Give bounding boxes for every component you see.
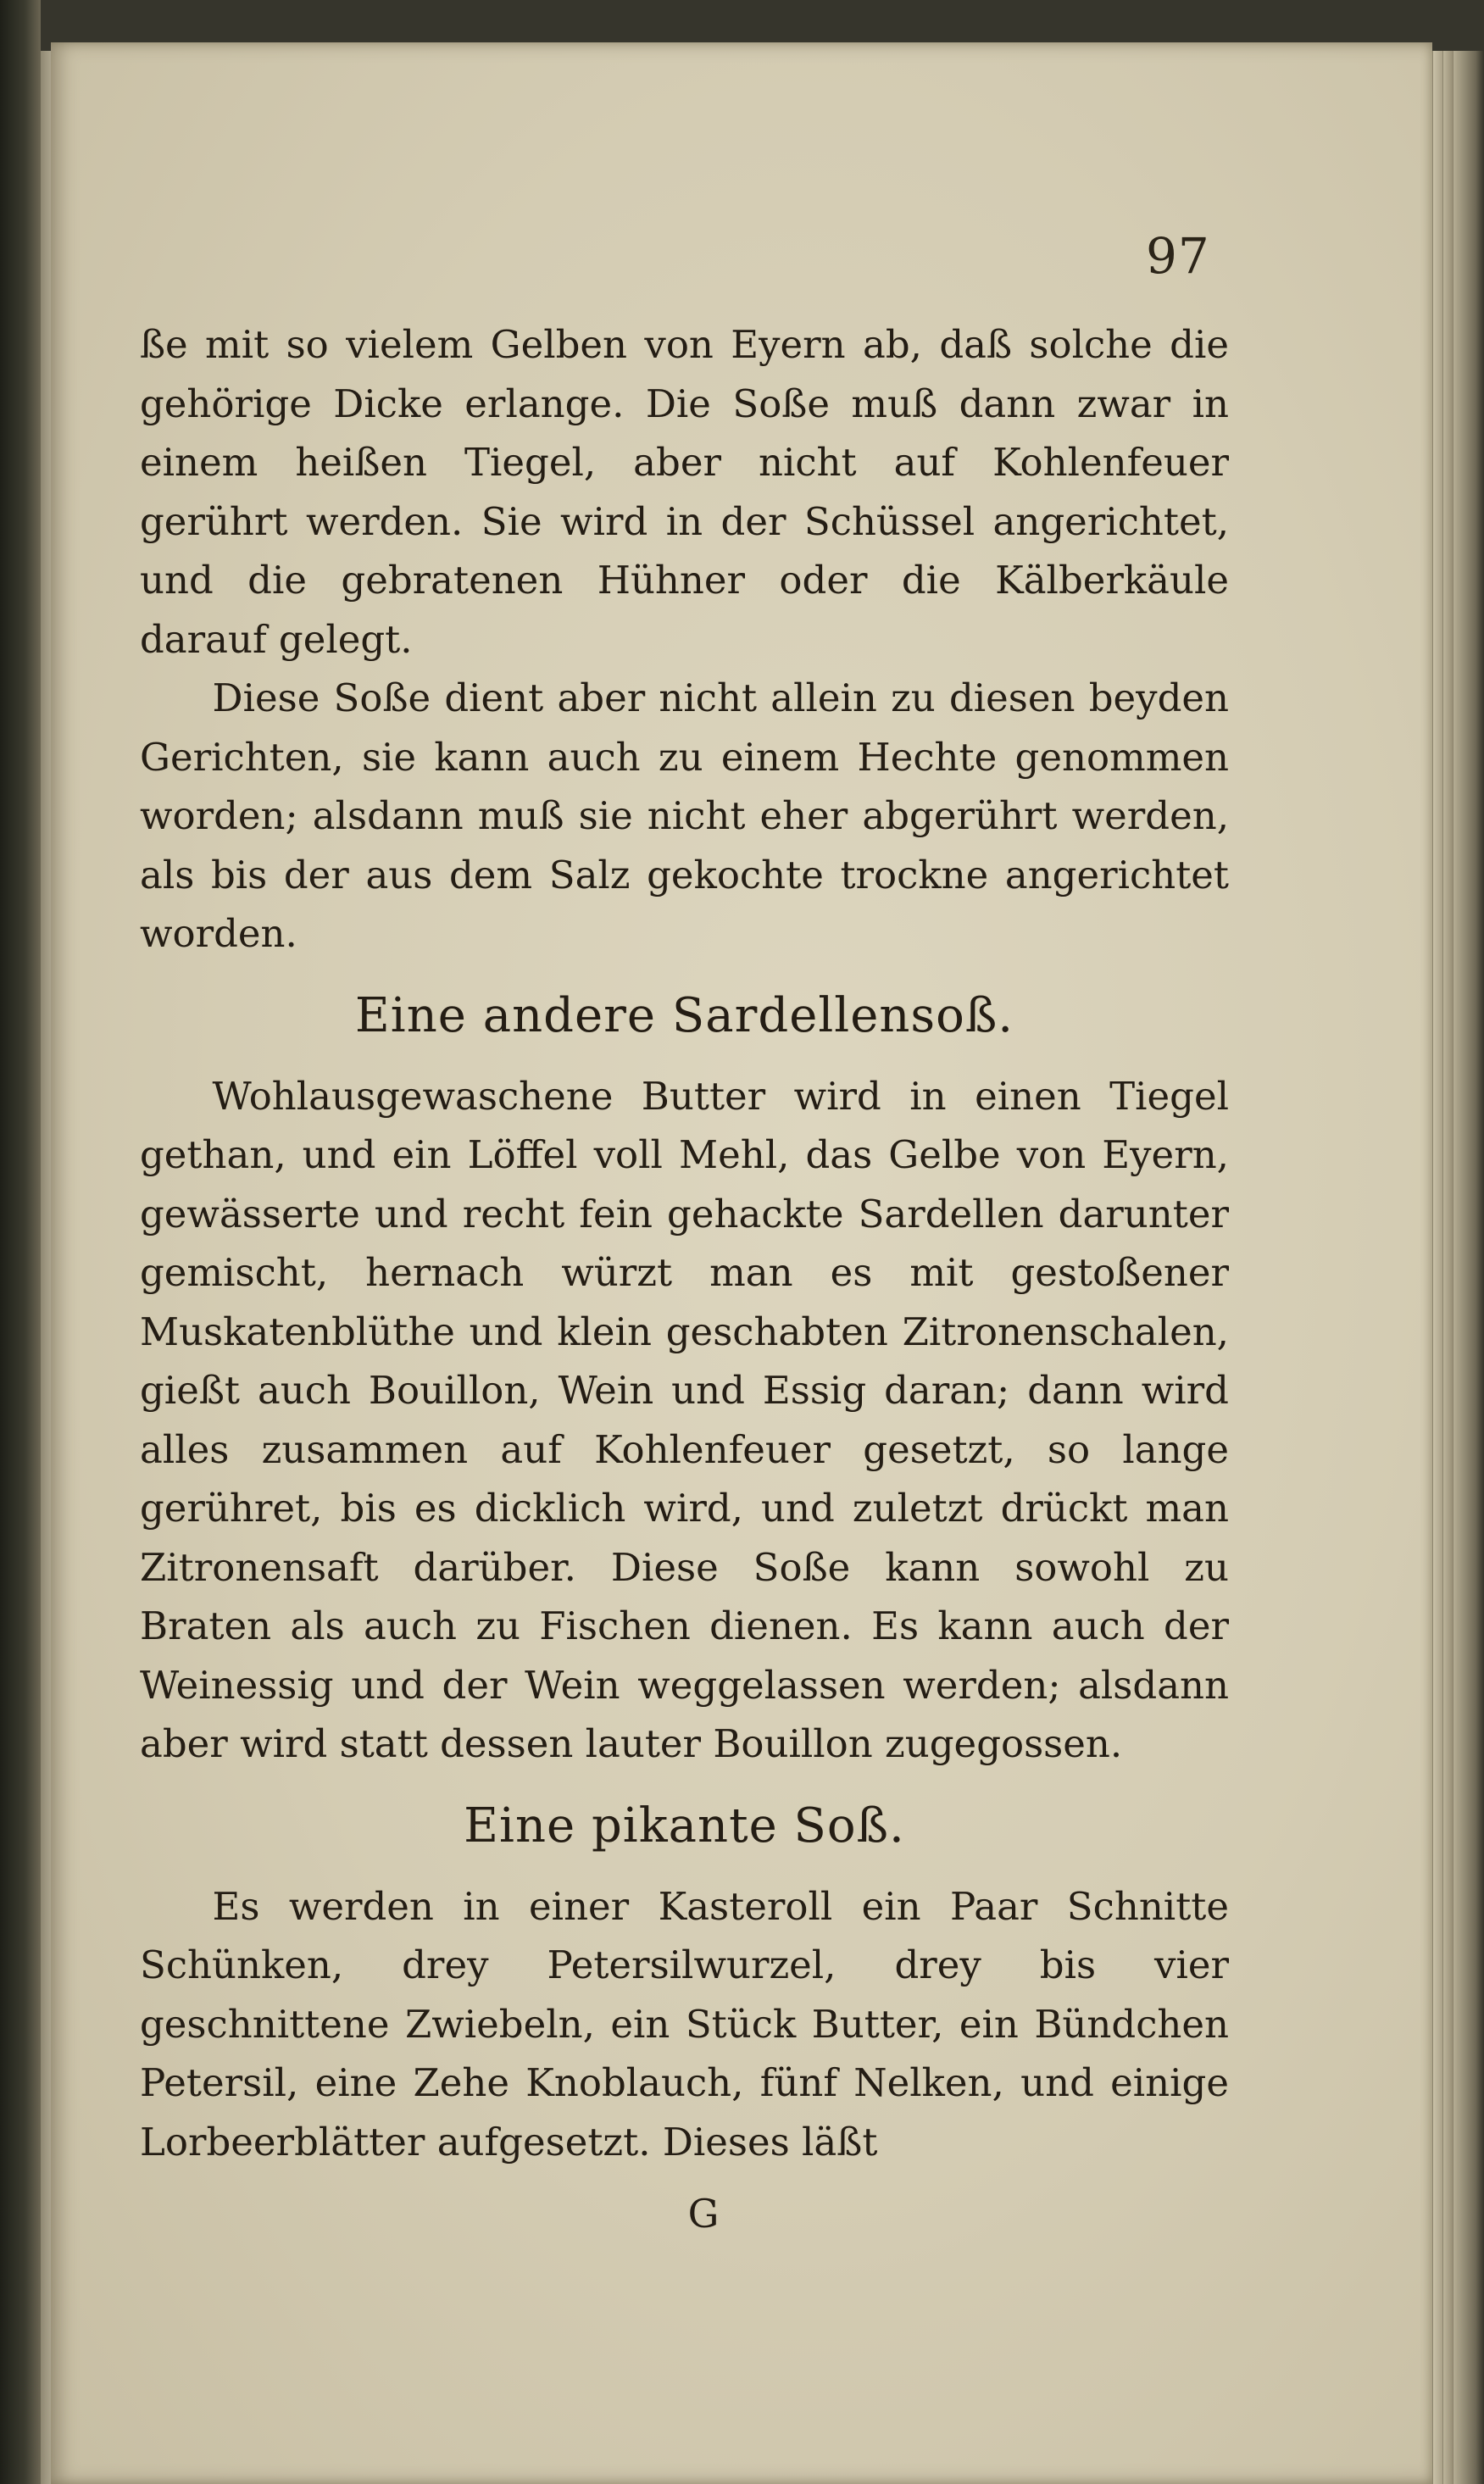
page-number: 97 [1146,227,1210,285]
recipe-text-pikante-soss: Es werden in einer Kasteroll ein Paar Schnitte Schünken, drey Petersilwurzel, drey bis vier geschnittene Zwiebeln, ein Stück Butter, ein Bündchen Petersil, eine Zehe Knoblauch, fünf Nelken, und einige Lorbeerblätter aufgesetzt. Dieses läßt [140,1883,1229,2164]
recipe-heading-sardellensoss: Eine andere Sardellensoß. [354,987,1014,1043]
recipe-heading-pikante-soss: Eine pikante Soß. [464,1798,905,1853]
recipe-text-sardellensoss: Wohlausgewaschene Butter wird in einen Tiegel gethan, und ein Löffel voll Mehl, das Gelbe von Eyern, gewässerte und recht fein gehackte Sardellen darunter gemischt, hernach würzt man es mit gestoßener Muskatenblüthe und klein geschabten Zitronenschalen, gießt auch Bouillon, Wein und Essig daran; dann wird alles zusammen auf Kohlenfeuer gesetzt, so lange gerühret, bis es dicklich wird, und zuletzt drückt man Zitronensaft darüber. Diese Soße kann sowohl zu Braten als auch zu Fischen dienen. Es kann auch der Weinessig und der Wein weggelassen werden; alsdann aber wird statt dessen lauter Bouillon zugegossen. [140,1073,1229,1766]
book-gutter [0,0,41,2484]
paragraph-continuation: ße mit so vielem Gelben von Eyern ab, daß solche die gehörige Dicke erlange. Die Soße muß dann zwar in einem heißen Tiegel, aber nicht auf Kohlenfeuer gerührt werden. Sie wird in der Schüssel angerichtet, und die gebratenen Hühner oder die Kälberkäule darauf gelegt. [140,322,1229,662]
page-stack-edge [1453,51,1484,2484]
signature-mark: G [687,2191,720,2237]
page-body [140,315,1229,2171]
paragraph-serving-note: Diese Soße dient aber nicht allein zu diesen beyden Gerichten, sie kann auch zu einem Hechte genommen worden; alsdann muß sie nicht eher abgerührt werden, als bis der aus dem Salz gekochte trockne angerichtet worden. [140,675,1229,956]
